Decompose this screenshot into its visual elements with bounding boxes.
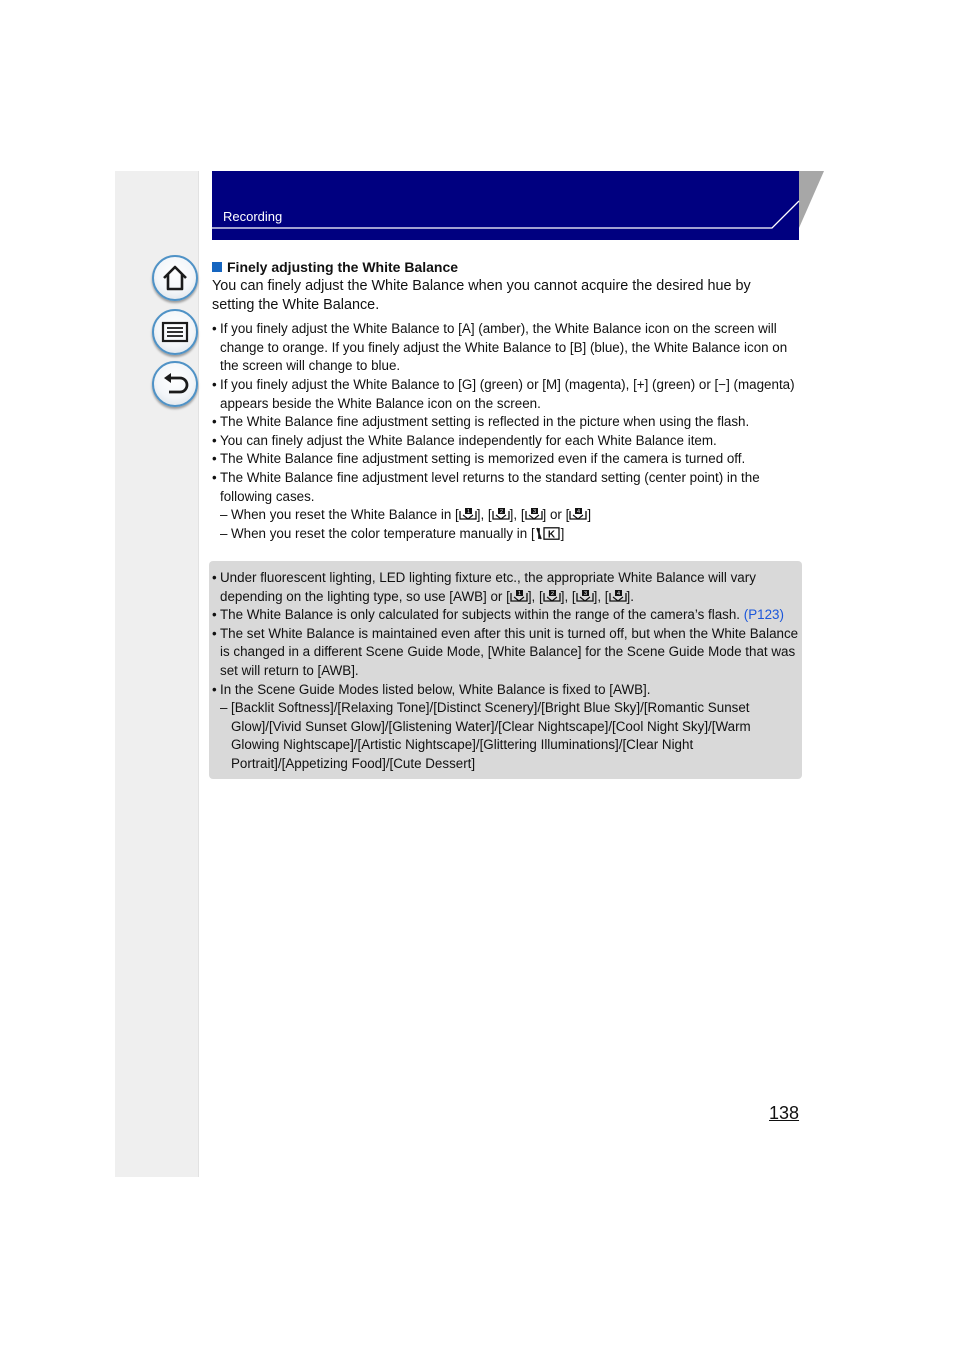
square-bullet-icon — [212, 262, 222, 272]
note-bullet: • Under fluorescent lighting, LED lighting fixture etc., the appropriate White Balance will vary depending on the lighting type, so use [AWB] or [ 1 ], [ 2 ], [ 3 ], [ 4 ]. — [212, 569, 802, 606]
section-label: Recording — [223, 209, 283, 224]
section-header — [212, 171, 799, 240]
white-set-3-icon — [525, 508, 543, 520]
header-corner-decoration — [212, 171, 824, 240]
svg-text:2: 2 — [499, 509, 503, 516]
white-set-2-icon — [492, 508, 510, 520]
home-button[interactable] — [152, 255, 198, 301]
bullet-item: • The White Balance fine adjustment setting is reflected in the picture when using the flash. — [212, 413, 802, 432]
bullet-item: • If you finely adjust the White Balance to [A] (amber), the White Balance icon on the screen will change to orange. If you finely adjust the White Balance to [B] (blue), the White Balance icon on the screen will change to blue. — [212, 320, 802, 376]
svg-text:1: 1 — [466, 509, 470, 516]
svg-text:2: 2 — [550, 590, 554, 597]
bullet-item: • You can finely adjust the White Balance independently for each White Balance item. — [212, 432, 802, 451]
back-icon — [161, 370, 189, 398]
white-set-2-icon — [543, 590, 561, 602]
color-temperature-icon — [535, 527, 561, 539]
note-bullet: • The set White Balance is maintained even after this unit is turned off, but when the White Balance is changed in a different Scene Guide Mode, [White Balance] for the Scene Guide Mode that was set will return to [AWB]. — [212, 625, 802, 681]
svg-text:3: 3 — [583, 590, 587, 597]
home-icon — [161, 264, 189, 292]
back-button[interactable] — [152, 361, 198, 407]
dash-item: – When you reset the color temperature manually in [ K ] — [212, 525, 802, 544]
note-box — [209, 561, 802, 779]
menu-list-icon — [161, 318, 189, 346]
bullet-item: • The White Balance fine adjustment setting is memorized even if the camera is turned off. — [212, 450, 802, 469]
white-set-4-icon — [569, 508, 587, 520]
dash-item: – When you reset the White Balance in [ 1 ], [ 2 ], [ 3 ] or [ 4 ] — [212, 506, 802, 525]
white-set-3-icon — [576, 590, 594, 602]
intro-paragraph: You can finely adjust the White Balance when you cannot acquire the desired hue by setting the White Balance. — [212, 278, 751, 313]
svg-text:3: 3 — [532, 509, 536, 516]
white-set-1-icon — [459, 508, 477, 520]
white-set-4-icon — [609, 590, 627, 602]
svg-text:4: 4 — [577, 509, 581, 516]
note-bullet: • In the Scene Guide Modes listed below, White Balance is fixed to [AWB]. — [212, 681, 802, 700]
svg-text:K: K — [547, 529, 555, 540]
svg-text:4: 4 — [616, 590, 620, 597]
scene-mode-list: – [Backlit Softness]/[Relaxing Tone]/[Distinct Scenery]/[Bright Blue Sky]/[Romantic Sunset Glow]/[Vivid Sunset Glow]/[Glistening Water]/[Clear Nightscape]/[Cool Night Sky]/[Warm Glowing Nightscape]/[Artistic Nightscape]/[Glittering Illuminations]/[Clear Night Portrait]/[Appetizing Food]/[Cute Dessert] — [212, 699, 802, 773]
white-set-1-icon — [510, 590, 528, 602]
note-bullet: • The White Balance is only calculated for subjects within the range of the camera’s flash. (P123) — [212, 606, 802, 625]
svg-text:1: 1 — [517, 590, 521, 597]
menu-button[interactable] — [152, 309, 198, 355]
bullet-item: • The White Balance fine adjustment level returns to the standard setting (center point) in the following cases. — [212, 469, 802, 506]
section-heading: Finely adjusting the White Balance — [212, 258, 802, 276]
bullet-item: • If you finely adjust the White Balance to [G] (green) or [M] (magenta), [+] (green) or [−] (magenta) appears beside the White Balance icon on the screen. — [212, 376, 802, 413]
page-number: 138 — [769, 1103, 800, 1123]
page-reference-link[interactable]: (P123) — [743, 607, 784, 623]
main-content — [212, 258, 802, 543]
